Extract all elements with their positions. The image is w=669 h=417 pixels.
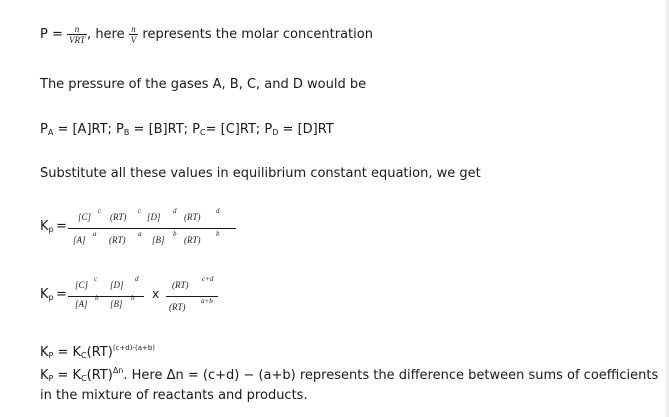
substitute-line: Substitute all these values in equilibrium constant equation, we get xyxy=(40,166,481,181)
equals-1: = xyxy=(56,219,67,234)
equals-2: = xyxy=(56,287,67,302)
pressure-intro-line: The pressure of the gases A, B, C, and D would be xyxy=(40,77,367,92)
n-over-v-fraction: $\frac{n}{V}$ xyxy=(130,24,137,45)
delta-n-line: $K_P = K_C(RT)^{\Delta n}$. Here Δn = (c+d) − (a+b) represents the difference between sums of coefficients xyxy=(40,366,659,383)
n-over-vrt-fraction: $\frac{n}{\text{VRT}}$ xyxy=(69,24,86,45)
times-sign: x xyxy=(152,287,160,301)
kp-label-2: $K_p$ xyxy=(40,287,54,302)
kp-label-1: $K_p$ xyxy=(40,219,54,234)
here-word: here xyxy=(95,27,125,42)
kp-kc-relation-line: $K_P = K_C(RT)^{(c+d)-(a+b)}$ xyxy=(40,344,156,360)
partial-pressures-line: $P_A = [A]RT$; $P_B = [B]RT$; $P_C= [C]RT$; $P_D = [D]RT$ xyxy=(40,122,334,137)
fraction-bar-1 xyxy=(68,228,236,229)
mixture-line: in the mixture of reactants and products. xyxy=(40,388,308,403)
molar-concentration-text: represents the molar concentration xyxy=(142,27,373,42)
pressure-definition-line: P = $\frac{n}{\text{VRT}}$ , here $\frac{n}{V}$ represents the molar concentration xyxy=(40,24,373,45)
p-equals: P = xyxy=(40,27,63,42)
